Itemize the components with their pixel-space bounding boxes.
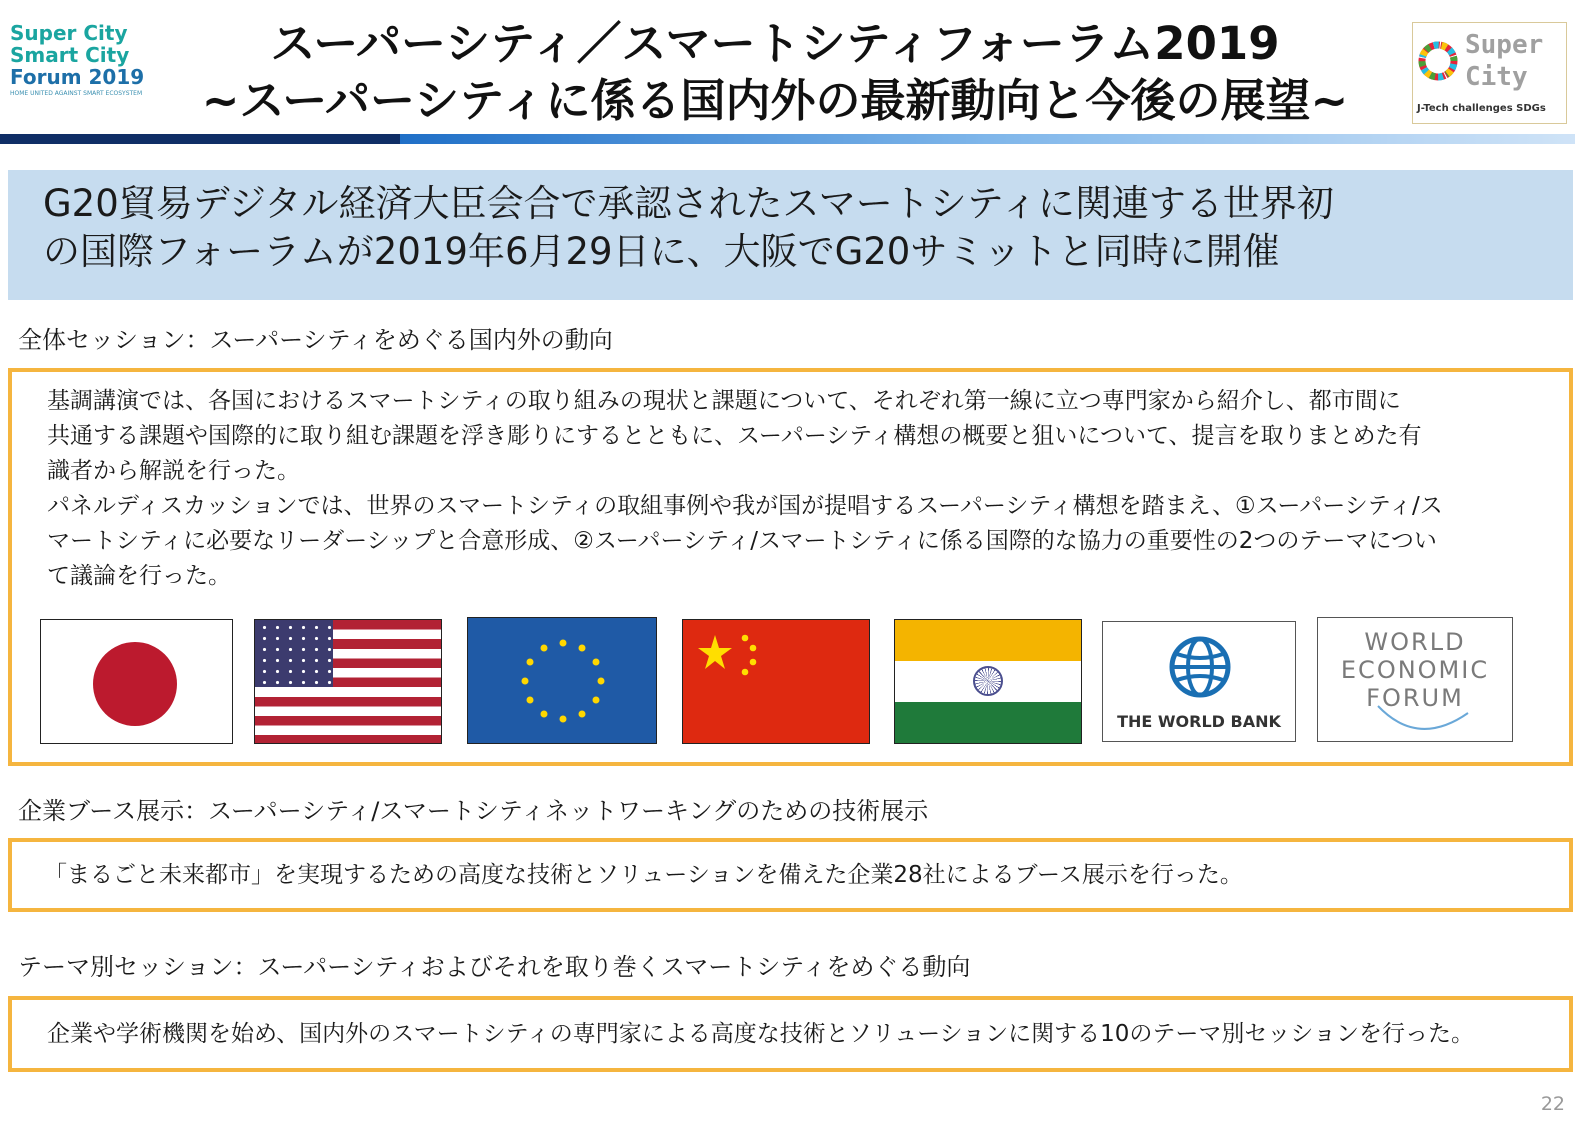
booth-text: 「まるごと未来都市」を実現するための高度な技術とソリューションを備えた企業28社によるブース展示を行った。: [44, 862, 1243, 888]
theme-text: 企業や学術機関を始め、国内外のスマートシティの専門家による高度な技術とソリューションに関する10のテーマ別セッションを行った。: [47, 1021, 1474, 1047]
world-bank-label: THE WORLD BANK: [1117, 712, 1281, 731]
section-label-theme: テーマ別セッション：スーパーシティおよびそれを取り巻くスマートシティをめぐる動向: [18, 953, 971, 981]
world-economic-forum-logo: [1317, 617, 1513, 742]
wef-swoosh-icon: [1318, 618, 1513, 742]
plenary-text-line: マートシティに必要なリーダーシップと合意形成、②スーパーシティ/スマートシティに係る国際的な協力の重要性の2つのテーマについ: [47, 528, 1437, 554]
plenary-session-box: [8, 368, 1573, 766]
logo-line-2: Smart City: [10, 43, 130, 67]
theme-session-box: [8, 996, 1573, 1072]
headline-line-2: の国際フォーラムが2019年6月29日に、大阪でG20サミットと同時に開催: [43, 230, 1280, 273]
title-rule-gradient: [400, 134, 1575, 144]
logo-right-line-1: Super: [1465, 30, 1544, 60]
super-city-sdgs-logo: [1412, 22, 1567, 124]
plenary-text-line: 基調講演では、各国におけるスマートシティの取り組みの現状と課題について、それぞれ第一線に立つ専門家から紹介し、都市間に: [47, 388, 1401, 414]
globe-icon: [1165, 632, 1235, 702]
logo-tagline: HOME UNITED AGAINST SMART ECOSYSTEM: [10, 90, 143, 97]
logo-right-tagline: J-Tech challenges SDGs: [1417, 103, 1546, 114]
wef-line-1: WORLD: [1364, 628, 1466, 656]
page-number: 22: [1540, 1093, 1565, 1115]
title-line-1: スーパーシティ／スマートシティフォーラム2019: [270, 17, 1280, 70]
india-flag: [894, 619, 1082, 744]
plenary-text-line: パネルディスカッションでは、世界のスマートシティの取組事例や我が国が提唱するスーパーシティ構想を踏まえ、①スーパーシティ/ス: [47, 493, 1443, 519]
world-bank-logo: [1102, 621, 1296, 742]
wef-line-3: FORUM: [1366, 684, 1464, 712]
title-rule: [0, 134, 400, 144]
title-line-2: ~スーパーシティに係る国内外の最新動向と今後の展望~: [201, 74, 1349, 127]
booth-exhibition-box: [8, 838, 1573, 912]
usa-flag: [254, 619, 442, 744]
wef-line-2: ECONOMIC: [1340, 656, 1490, 684]
plenary-text-line: て議論を行った。: [47, 563, 231, 589]
section-label-plenary: 全体セッション：スーパーシティをめぐる国内外の動向: [18, 326, 613, 354]
china-flag: [682, 619, 870, 744]
logo-line-3: Forum 2019: [10, 65, 145, 89]
logo-line-1: Super City: [10, 21, 128, 45]
plenary-text-line: 識者から解説を行った。: [47, 458, 300, 484]
page-title: [175, 15, 1375, 129]
sdgs-wheel-icon: [1418, 41, 1458, 81]
section-label-booth: 企業ブース展示：スーパーシティ/スマートシティネットワーキングのための技術展示: [18, 797, 929, 825]
plenary-text-line: 共通する課題や国際的に取り組む課題を浮き彫りにするとともに、スーパーシティ構想の概要と狙いについて、提言を取りまとめた有: [47, 423, 1422, 449]
headline-line-1: G20貿易デジタル経済大臣会合で承認されたスマートシティに関連する世界初: [43, 182, 1334, 225]
japan-flag: [40, 619, 233, 744]
super-city-forum-logo: [10, 22, 160, 122]
headline-banner: [8, 170, 1573, 300]
logo-right-line-2: City: [1465, 62, 1528, 92]
eu-flag: [467, 617, 657, 744]
